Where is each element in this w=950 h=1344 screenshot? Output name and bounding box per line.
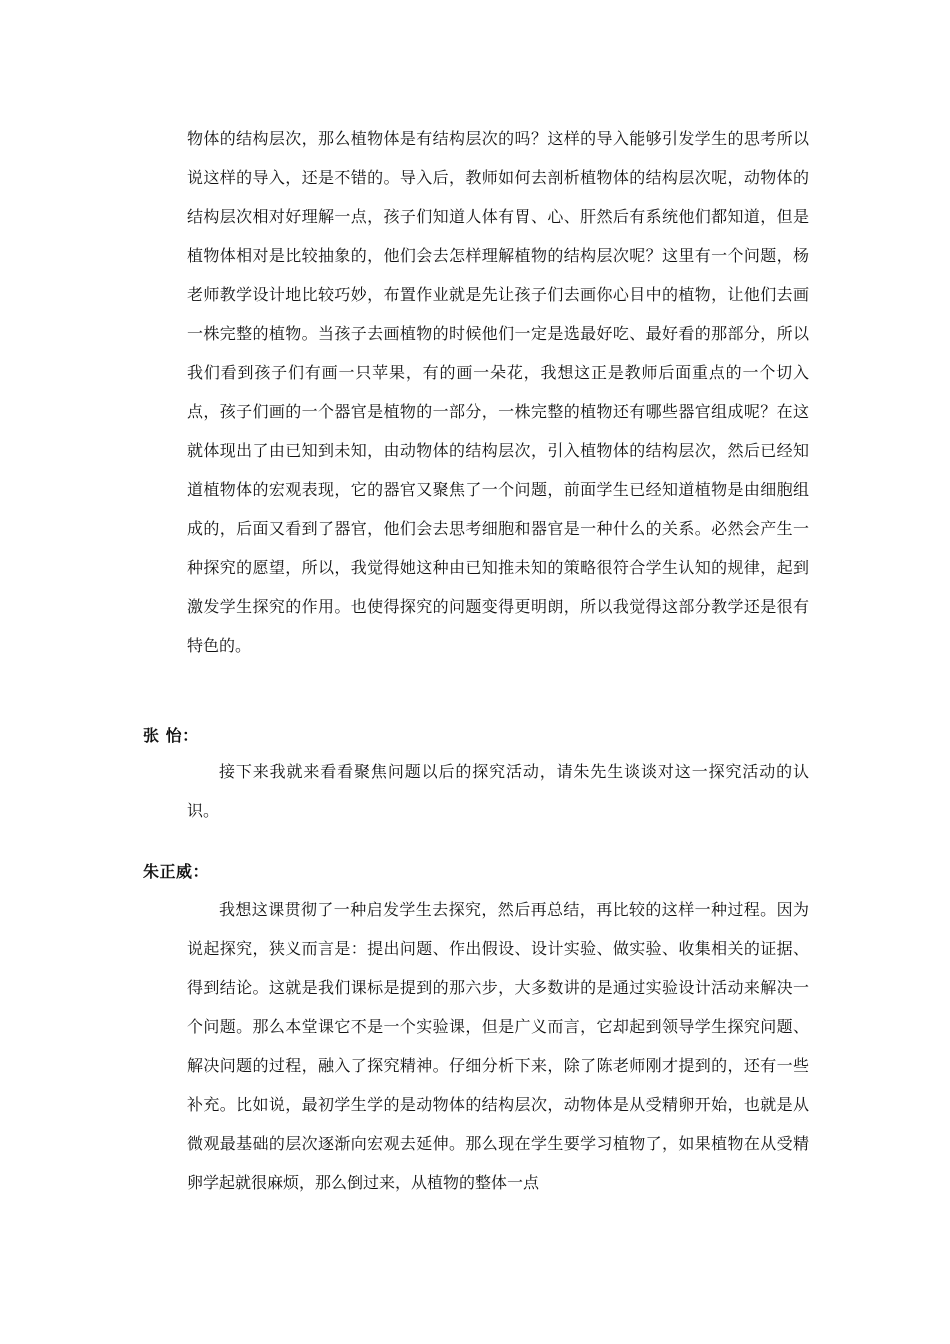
body-paragraph-1: 物体的结构层次，那么植物体是有结构层次的吗？这样的导入能够引发学生的思考所以说这样的导入，还是不错的。导入后，教师如何去剖析植物体的结构层次呢，动物体的结构层次相对好理解一点，孩子们知道人体有胃、心、肝然后有系统他们都知道，但是植物体相对是比较抽象的，他们会去怎样理解植物的结构层次呢？这里有一个问题，杨老师教学设计地比较巧妙，布置作业就是先让孩子们去画你心目中的植物，让他们去画一株完整的植物。当孩子去画植物的时候他们一定是选最好吃、最好看的那部分，所以我们看到孩子们有画一只苹果，有的画一朵花，我想这正是教师后面重点的一个切入点，孩子们画的一个器官是植物的一部分，一株完整的植物还有哪些器官组成呢？在这就体现出了由已知到未知，由动物体的结构层次，引入植物体的结构层次，然后已经知道植物体的宏观表现，它的器官又聚焦了一个问题，前面学生已经知道植物是由细胞组成的，后面又看到了器官，他们会去思考细胞和器官是一种什么的关系。必然会产生一种探究的愿望，所以，我觉得她这种由已知推未知的策略很符合学生认知的规律，起到激发学生探究的作用。也使得探究的问题变得更明朗，所以我觉得这部分教学还是很有特色的。 xyxy=(187,129,809,655)
body-paragraph-3: 我想这课贯彻了一种启发学生去探究，然后再总结，再比较的这样一种过程。因为说起探究，狭义而言是：提出问题、作出假设、设计实验、做实验、收集相关的证据、得到结论。这就是我们课标是提到的那六步，大多数讲的是通过实验设计活动来解决一个问题。那么本堂课它不是一个实验课，但是广义而言，它却起到领导学生探究问题、解决问题的过程，融入了探究精神。仔细分析下来，除了陈老师刚才提到的，还有一些补充。比如说，最初学生学的是动物体的结构层次，动物体是从受精卵开始，也就是从微观最基础的层次逐渐向宏观去延伸。那么现在学生要学习植物了，如果植物在从受精卵学起就很麻烦，那么倒过来，从植物的整体一点 xyxy=(187,900,809,1192)
body-paragraph-2: 接下来我就来看看聚焦问题以后的探究活动，请朱先生谈谈对这一探究活动的认识。 xyxy=(187,762,809,820)
speaker-label-zhang-yi: 张 怡： xyxy=(143,726,199,745)
speaker-label-zhu-zhengwei: 朱正威： xyxy=(143,862,210,881)
